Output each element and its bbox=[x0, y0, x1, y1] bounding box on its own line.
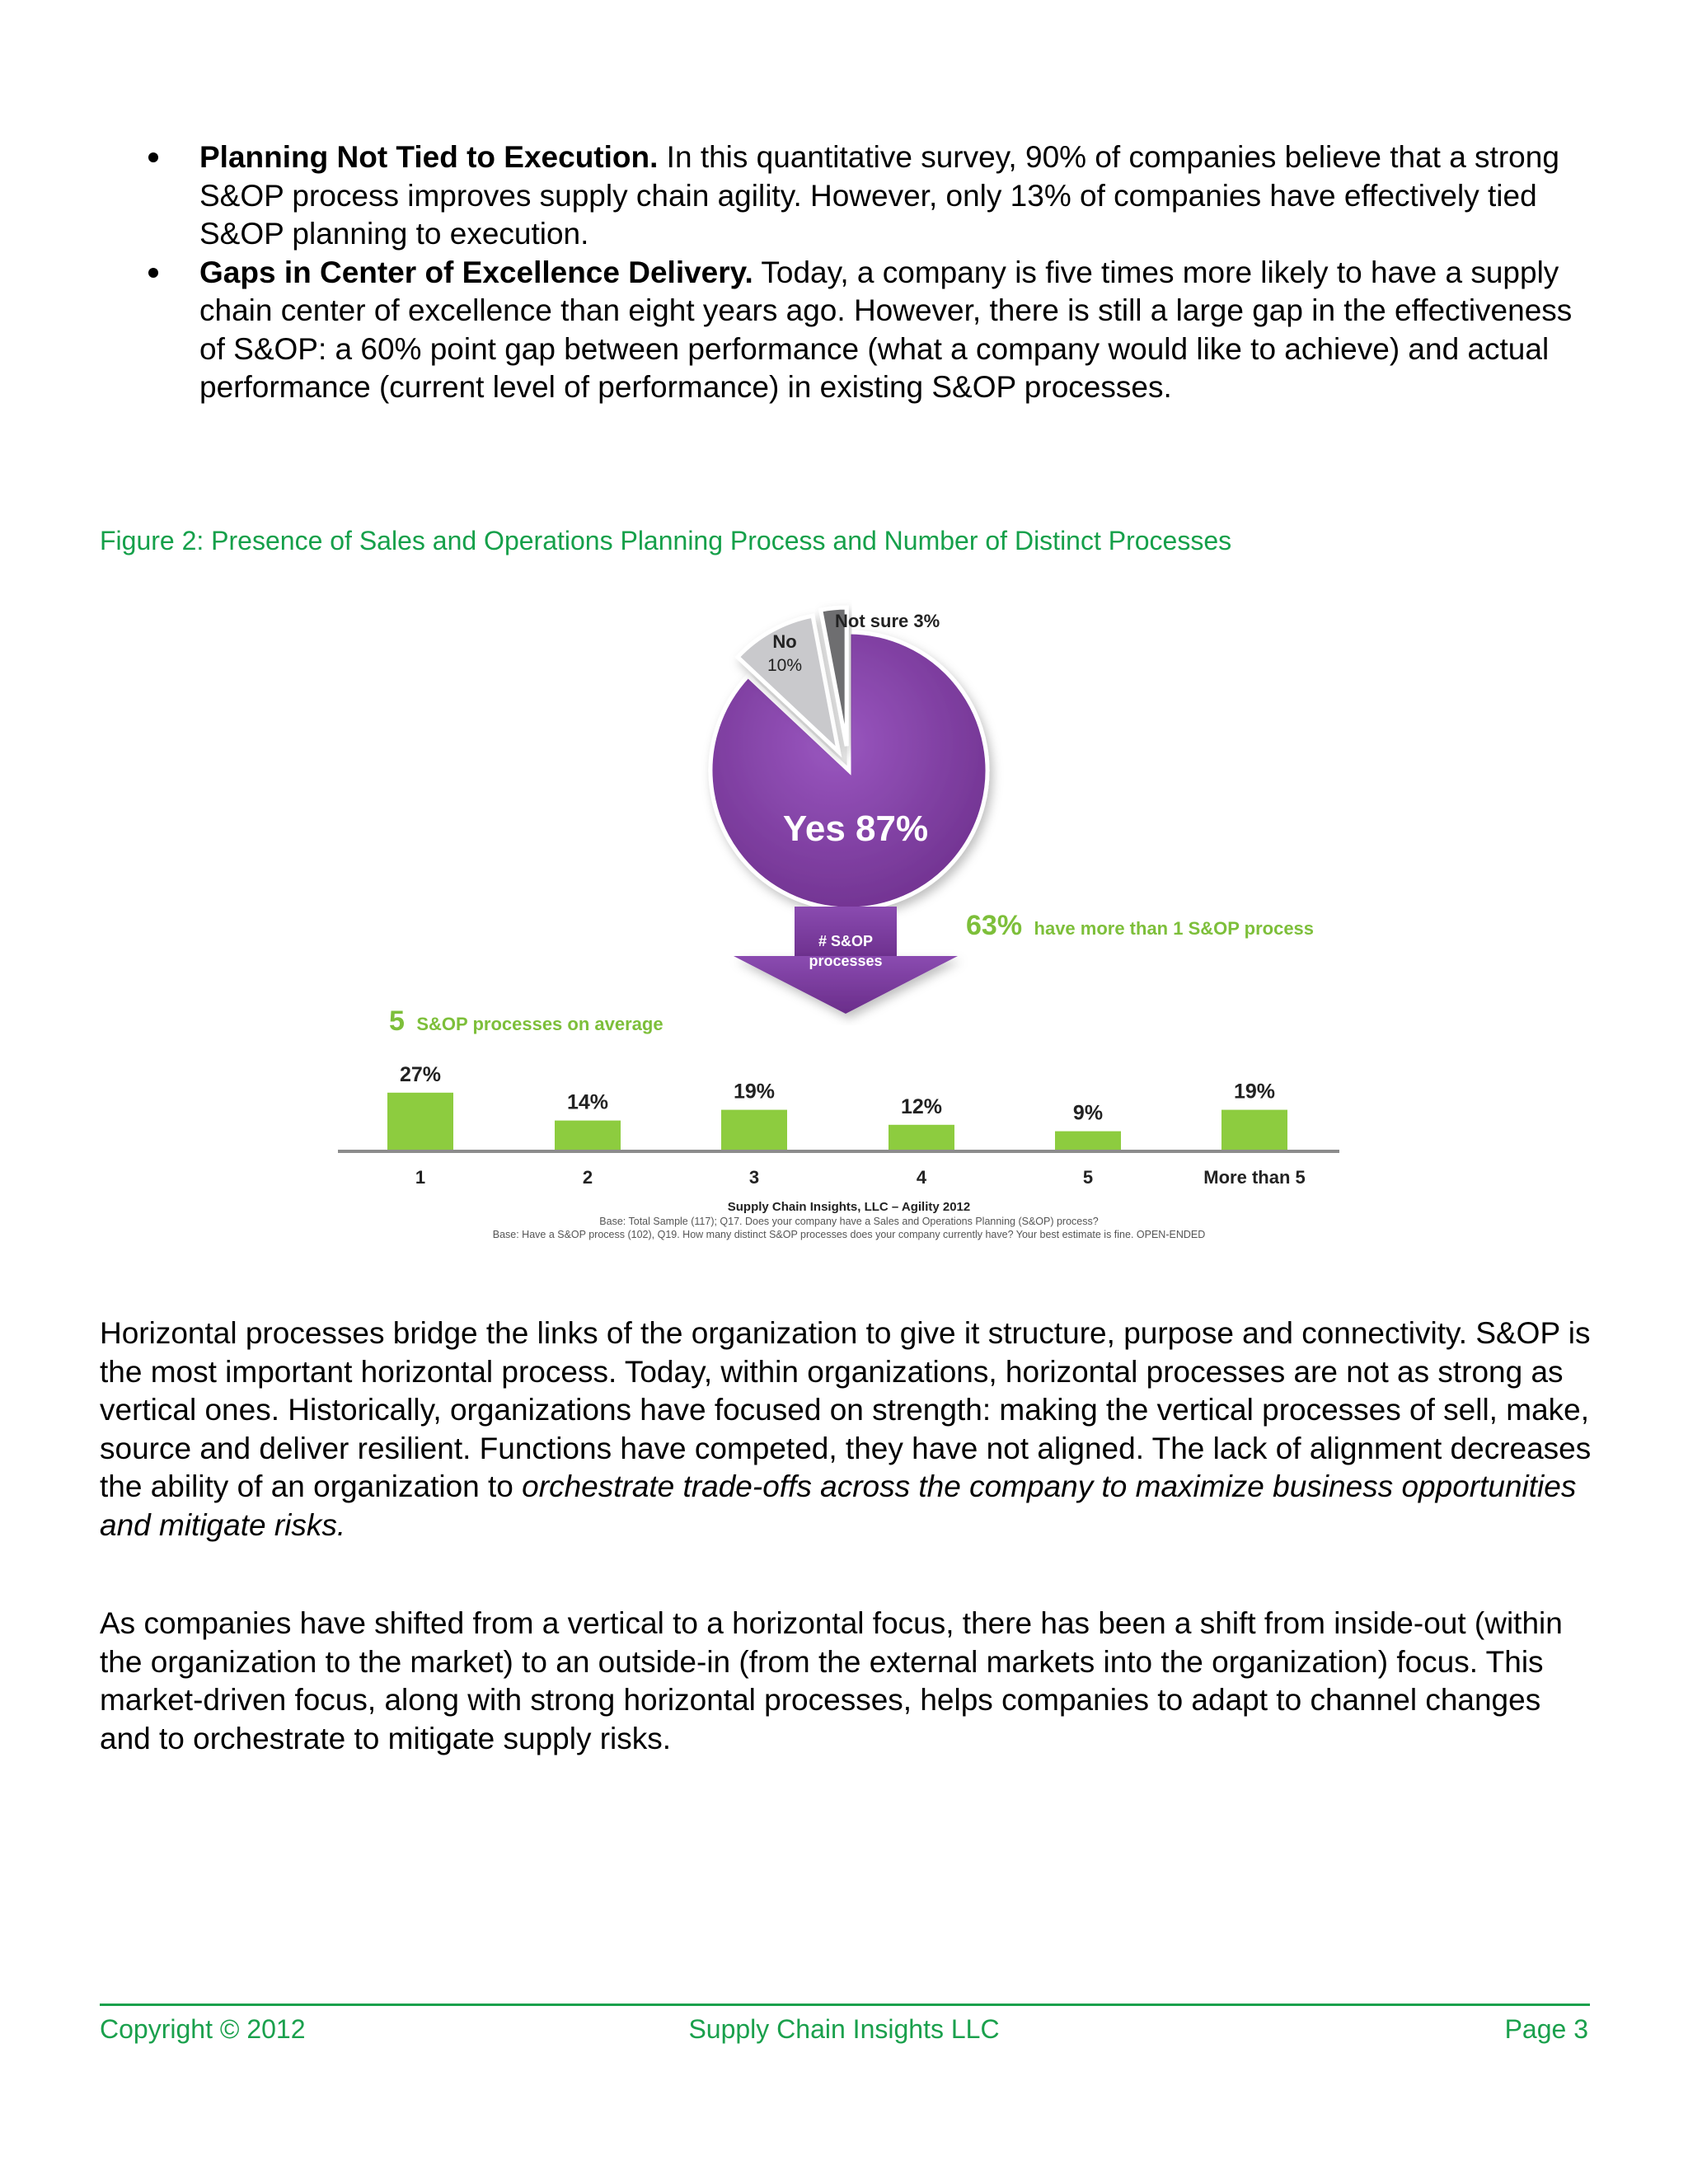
bullet-list bbox=[140, 138, 1591, 407]
paragraph-market-driven: As companies have shifted from a vertical to a horizontal focus, there has been a shift from inside-out (within the organization to the market) to an outside-in (from the external markets into the organization) focus. This market-driven focus, along with strong horizontal processes, helps companies to adapt to channel changes and to orchestrate to mitigate supply risks. bbox=[100, 1606, 1563, 1755]
figure-caption: Figure 2: Presence of Sales and Operations Planning Process and Number of Distinct Processes bbox=[100, 526, 1232, 555]
figure-chart bbox=[330, 593, 1368, 1253]
footer-company: Supply Chain Insights LLC bbox=[688, 2014, 1000, 2044]
pie-slice-yes bbox=[710, 632, 987, 909]
bar-value-label: 9% bbox=[1072, 1101, 1104, 1125]
paragraph-text: Horizontal processes bridge the links of the organization to give it structure, purpose and connectivity. S&OP is the most important horizontal process. Today, within organizations, horizontal processes are not as strong as vertical ones. Historically, organizations have focused on strength: making the vertical processes of sell, make, source and deliver resilient. Functions have competed, they have not aligned. The lack of alignment decreases the ability of an organization to bbox=[100, 1316, 1592, 1503]
pie-label-yes: Yes 87% bbox=[782, 808, 929, 849]
bar-value-label: 19% bbox=[1233, 1080, 1276, 1104]
callout bbox=[966, 910, 1314, 941]
pie-label-no: No bbox=[772, 631, 797, 652]
bar-value-label: 12% bbox=[900, 1094, 943, 1118]
bullet-title: Planning Not Tied to Execution. bbox=[199, 140, 659, 174]
average-value: 5 bbox=[389, 1005, 405, 1037]
bullet-title: Gaps in Center of Excellence Delivery. bbox=[199, 255, 753, 289]
bar-category-label: 3 bbox=[748, 1167, 760, 1188]
bar-value-label: 14% bbox=[566, 1090, 609, 1114]
bullet-dot-icon bbox=[148, 152, 158, 162]
bullet-text: Today, a company is five times more likely to have a supply chain center of excellence than eight years ago. However, there is still a large gap in the effectiveness of S&OP: a 60% point gap between performance (what a company would like to achieve) and actual performance (current level of performance) in existing S&OP processes. bbox=[199, 255, 1573, 404]
bar-value-label: 27% bbox=[399, 1062, 442, 1086]
arrow-label-bottom: processes bbox=[809, 953, 883, 969]
paragraph-horizontal-processes bbox=[100, 1315, 1592, 1544]
bar-4 bbox=[889, 1125, 954, 1151]
callout-text: have more than 1 S&OP process bbox=[1034, 918, 1315, 939]
bar-2 bbox=[555, 1121, 621, 1151]
bar-category-label: 5 bbox=[1082, 1167, 1094, 1188]
bar-category-label: More than 5 bbox=[1203, 1167, 1306, 1188]
bar-category-label: 1 bbox=[415, 1167, 426, 1188]
bar-6 bbox=[1221, 1110, 1287, 1151]
bullet-item bbox=[140, 254, 1591, 407]
bar-3 bbox=[721, 1110, 787, 1151]
base-note-2: Base: Have a S&OP process (102), Q19. How many distinct S&OP processes does your company currently have? Your best estimate is fine. OPEN-ENDED bbox=[492, 1229, 1206, 1240]
bar-category-label: 2 bbox=[582, 1167, 593, 1188]
bar-1 bbox=[387, 1093, 453, 1151]
pie-label-not-sure: Not sure 3% bbox=[835, 611, 940, 631]
bar-5 bbox=[1055, 1132, 1121, 1151]
footer-copyright: Copyright © 2012 bbox=[100, 2014, 306, 2044]
footer-rule bbox=[100, 2004, 1590, 2006]
bar-value-label: 19% bbox=[733, 1080, 776, 1104]
source-note: Supply Chain Insights, LLC – Agility 2012 bbox=[727, 1200, 971, 1214]
pie-chart bbox=[710, 607, 987, 909]
chart-svg bbox=[330, 593, 1368, 1253]
pie-label-no-value: 10% bbox=[767, 656, 803, 675]
paragraph-italic: orchestrate trade-offs across the company to maximize business opportunities and mitigate risks. bbox=[100, 1469, 1577, 1542]
average-label bbox=[389, 1005, 663, 1037]
bar-category-label: 4 bbox=[916, 1167, 927, 1188]
footer-page-number: Page 3 bbox=[1504, 2014, 1588, 2044]
callout-value: 63% bbox=[966, 910, 1023, 941]
arrow-label-top: # S&OP bbox=[818, 933, 874, 949]
arrow-group bbox=[734, 907, 958, 1014]
bullet-item bbox=[140, 138, 1591, 254]
bullet-text: In this quantitative survey, 90% of companies believe that a strong S&OP process improves supply chain agility. However, only 13% of companies have effectively tied S&OP planning to execution. bbox=[199, 140, 1559, 251]
average-text: S&OP processes on average bbox=[416, 1014, 663, 1034]
base-note-1: Base: Total Sample (117); Q17. Does your company have a Sales and Operations Planning (S&OP) process? bbox=[599, 1216, 1099, 1227]
bar-chart bbox=[387, 1063, 1306, 1188]
bullet-dot-icon bbox=[148, 268, 158, 278]
